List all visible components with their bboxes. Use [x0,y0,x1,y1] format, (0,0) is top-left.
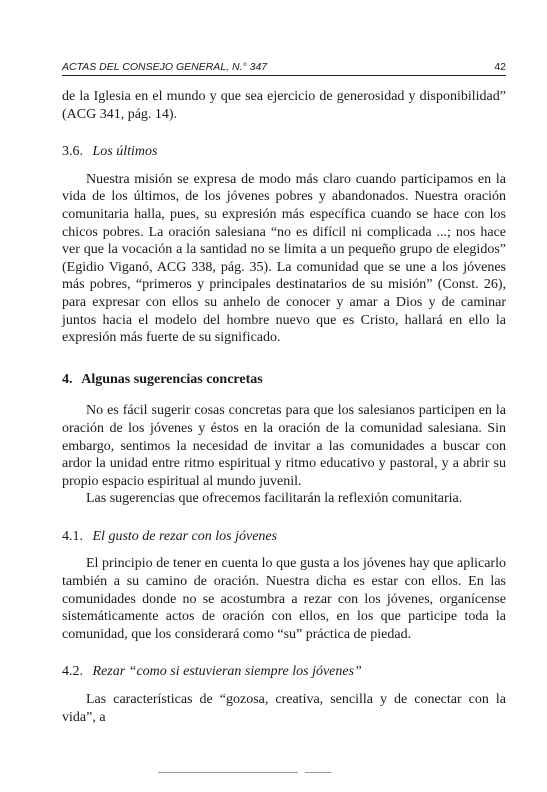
section-title: El gusto de rezar con los jóvenes [92,528,278,544]
paragraph-continuation: de la Iglesia en el mundo y que sea ejercicio de generosidad y disponibilidad” (ACG 341, pág. 14). [62,89,506,122]
paragraph: Nuestra misión se expresa de modo más claro cuando participamos en la vida de los últimos, de los jóvenes pobres y abandonados. Nuestra oración comunitaria halla, pues, su expresión más específica cuando se hace con los chicos pobres. La oración salesiana “no es difícil ni complicada ...; nos hace ver que la vocación a la santidad no se limita a un pequeño grupo de elegidos” (Egidio Viganó, ACG 338, pág. 35). La comunidad que se une a los jóvenes más pobres, “primeros y principales destinatarios de su misión” (Const. 26), para expresar con ellos su anhelo de conocer y amar a Dios y de caminar juntos hacia el modelo del hombre nuevo que es Cristo, hallará en ello la expresión más fuerte de su significado. [62,171,506,346]
footer-divider [305,772,331,773]
section-number: 4. [62,371,73,387]
section-heading-4 [62,371,506,389]
section-heading-4-2 [62,663,506,681]
section-number: 4.1. [62,528,83,544]
header-title: ACTAS DEL CONSEJO GENERAL, N.° 347 [62,61,268,73]
page-number: 42 [494,61,506,73]
section-title: Algunas sugerencias concretas [81,371,263,387]
paragraph: El principio de tener en cuenta lo que gusta a los jóvenes hay que aplicarlo también a su camino de oración. Nuestra dicha es estar con ellos. En las comunidades donde no se acostumbra a rezar con los jóvenes, organícense sistemáticamente actos de oración con ellos, en los que participe toda la comunidad, que los considerará como “su” práctica de piedad. [62,556,506,642]
paragraph: No es fácil sugerir cosas concretas para que los salesianos participen en la oración de los jóvenes y éstos en la oración de la comunidad salesiana. Sin embargo, sentimos la necesidad de invitar a las comunidades a buscar con ardor la unidad entre ritmo espiritual y ritmo educativo y pastoral, y a abrir su propio espacio espiritual al mundo juvenil. [62,403,506,489]
paragraph: Las sugerencias que ofrecemos facilitarán la reflexión comunitaria. [86,491,463,507]
paragraph: Las características de “gozosa, creativa, sencilla y de conectar con la vida”, a [62,692,506,725]
section-heading-4-1 [62,528,506,546]
section-title: Rezar “como si estuvieran siempre los jóvenes” [92,664,362,680]
footer-divider [158,772,298,773]
page-body [62,88,506,726]
section-heading-3-6 [62,143,506,161]
section-number: 4.2. [62,664,83,680]
section-title: Los últimos [92,144,158,160]
running-header [62,60,506,76]
section-number: 3.6. [62,144,83,160]
